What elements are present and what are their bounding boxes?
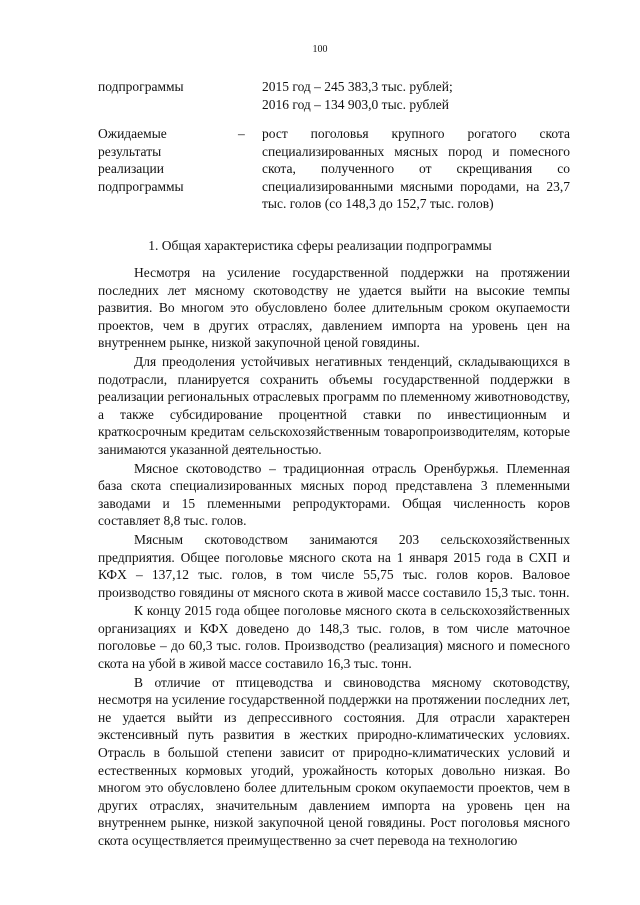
funding-row bbox=[98, 78, 570, 113]
paragraph: Мясное скотоводство – традиционная отрасль Оренбуржья. Племенная база скота специализированных мясных пород представлена 3 племенными заводами и 15 племенными репродукторами. Общая численность коров составляет 8,8 тыс. голов. bbox=[98, 460, 570, 529]
section-heading: 1. Общая характеристика сферы реализации подпрограммы bbox=[148, 238, 492, 253]
page-number: 100 bbox=[312, 44, 328, 55]
paragraph: Несмотря на усиление государственной поддержки на протяжении последних лет мясному скотоводству не удается выйти на высокие темпы развития. Во многом это обусловлено более длительным сроком окупаемости проектов, чем в других отраслях, давлением импорта на уровень цен на внутреннем рынке, низкой закупочной ценой говядины. bbox=[98, 265, 570, 351]
results-label-line: Ожидаемые bbox=[98, 126, 167, 141]
results-value: рост поголовья крупного рогатого скота специализированных мясных пород и помесного скота, полученного от скрещивания со специализированными мясными породами, на 23,7 тыс. голов (со 148,3 до 152,7 тыс. голов) bbox=[262, 126, 570, 211]
paragraph: В отличие от птицеводства и свиноводства мясному скотоводству, несмотря на усиление государственной поддержки на протяжении последних лет, не удается выйти из депрессивного состояния. Для отрасли характерен экстенсивный путь развития в жестких природно-климатических условиях. Отрасль в большой степени зависит от природно-климатических условий и естественных кормовых угодий, урожайность которых довольно низкая. Во многом это обусловлено более длительным сроком окупаемости проектов, чем в других отраслях, значительным давлением импорта на уровень цен на внутреннем рынке, низкой закупочной ценой говядины. Рост поголовья мясного скота осуществляется преимущественно за счет перевода на технологию bbox=[98, 674, 570, 848]
paragraph: Для преодоления устойчивых негативных тенденций, складывающихся в подотрасли, планируется сохранить объемы государственной поддержки в реализации региональных отраслевых программ по племенному животноводству, а также субсидирование процентной ставки по инвестиционным и краткосрочным кредитам сельскохозяйственным товаропроизводителям, которые занимаются указанной деятельностью. bbox=[98, 353, 570, 457]
results-row bbox=[98, 125, 570, 213]
funding-line-2015: 2015 год – 245 383,3 тыс. рублей; bbox=[262, 79, 453, 94]
results-dash: – bbox=[238, 126, 245, 141]
results-label-line: подпрограммы bbox=[98, 178, 184, 194]
results-label bbox=[98, 125, 238, 213]
funding-dash bbox=[238, 78, 262, 113]
funding-label: подпрограммы bbox=[98, 79, 184, 94]
funding-line-2016: 2016 год – 134 903,0 тыс. рублей bbox=[262, 96, 450, 112]
funding-value bbox=[262, 78, 570, 113]
results-label-line: реализации bbox=[98, 161, 164, 176]
results-label-line: результаты bbox=[98, 143, 162, 159]
paragraph: Мясным скотоводством занимаются 203 сельскохозяйственных предприятия. Общее поголовье мясного скота на 1 января 2015 года в СХП и КФХ – 137,12 тыс. голов, в том числе 55,75 тыс. голов коров. Валовое производство говядины от мясного скота в живой массе составило 15,3 тыс. тонн. bbox=[98, 531, 570, 600]
body-text bbox=[98, 264, 570, 850]
passport-table bbox=[98, 78, 570, 213]
paragraph: К концу 2015 года общее поголовье мясного скота в сельскохозяйственных организациях и КФХ доведено до 148,3 тыс. голов, в том числе маточное поголовье – до 60,3 тыс. голов. Производство (реализация) мясного и помесного скота на убой в живой массе составило 16,3 тыс. тонн. bbox=[98, 603, 570, 672]
